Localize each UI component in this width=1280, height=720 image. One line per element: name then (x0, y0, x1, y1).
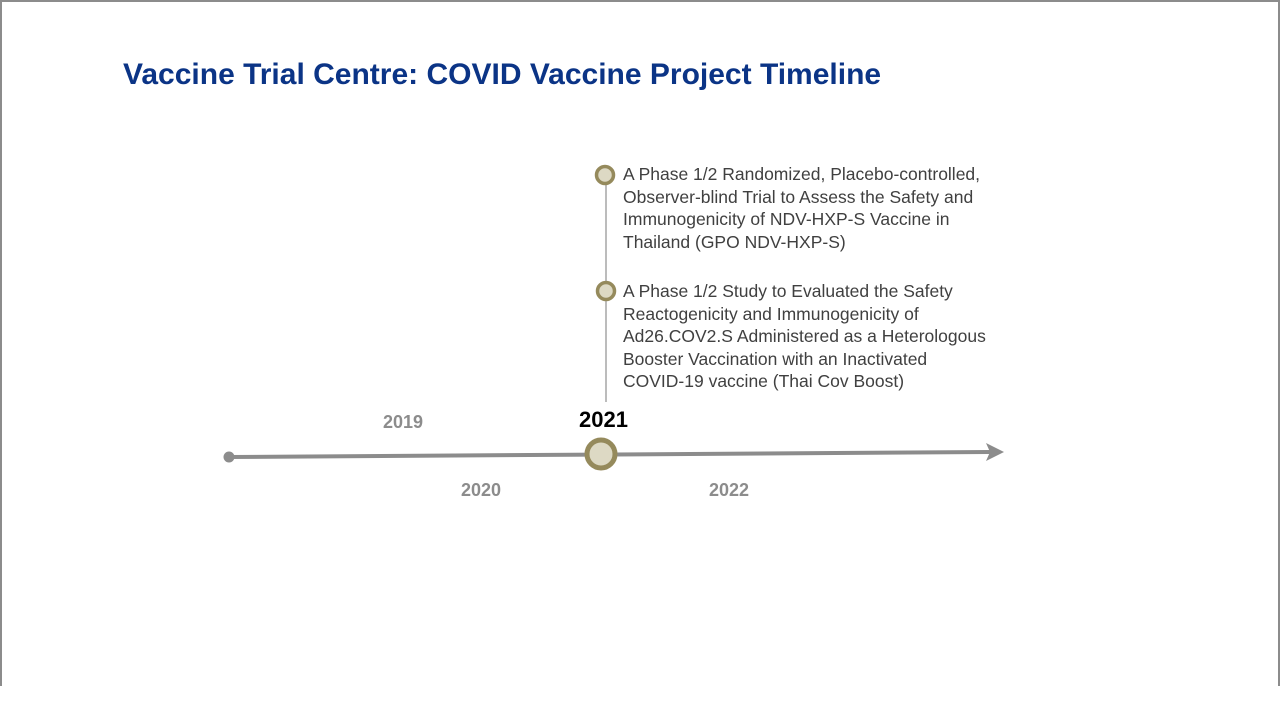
year-label-2022: 2022 (709, 480, 750, 500)
event-2-line-1: A Phase 1/2 Study to Evaluated the Safety (623, 281, 953, 301)
year-label-2020: 2020 (461, 480, 502, 500)
event-1-description (623, 163, 980, 253)
event-1-line-4: Thailand (GPO NDV-HXP-S) (623, 231, 846, 252)
page-title: Vaccine Trial Centre: COVID Vaccine Project Timeline (123, 58, 882, 91)
event-2-line-4: Booster Vaccination with an Inactivated (623, 348, 928, 369)
event-2-line-3: Ad26.COV2.S Administered as a Heterologous (623, 326, 986, 346)
event-2-line-2: Reactogenicity and Immunogenicity of (623, 303, 919, 324)
timeline-start-dot (224, 452, 235, 463)
event-marker-1 (597, 167, 614, 184)
event-1-line-1: A Phase 1/2 Randomized, Placebo-controlled, (623, 164, 981, 184)
event-1-line-3: Immunogenicity of NDV-HXP-S Vaccine in (623, 209, 950, 229)
year-label-2021-current: 2021 (579, 407, 628, 432)
event-2-line-5: COVID-19 vaccine (Thai Cov Boost) (623, 371, 905, 391)
event-1-line-2: Observer-blind Trial to Assess the Safety and (623, 186, 974, 207)
current-year-marker (587, 440, 615, 468)
event-marker-2 (598, 283, 615, 300)
event-2-description (623, 280, 986, 393)
year-label-2019: 2019 (383, 412, 424, 432)
